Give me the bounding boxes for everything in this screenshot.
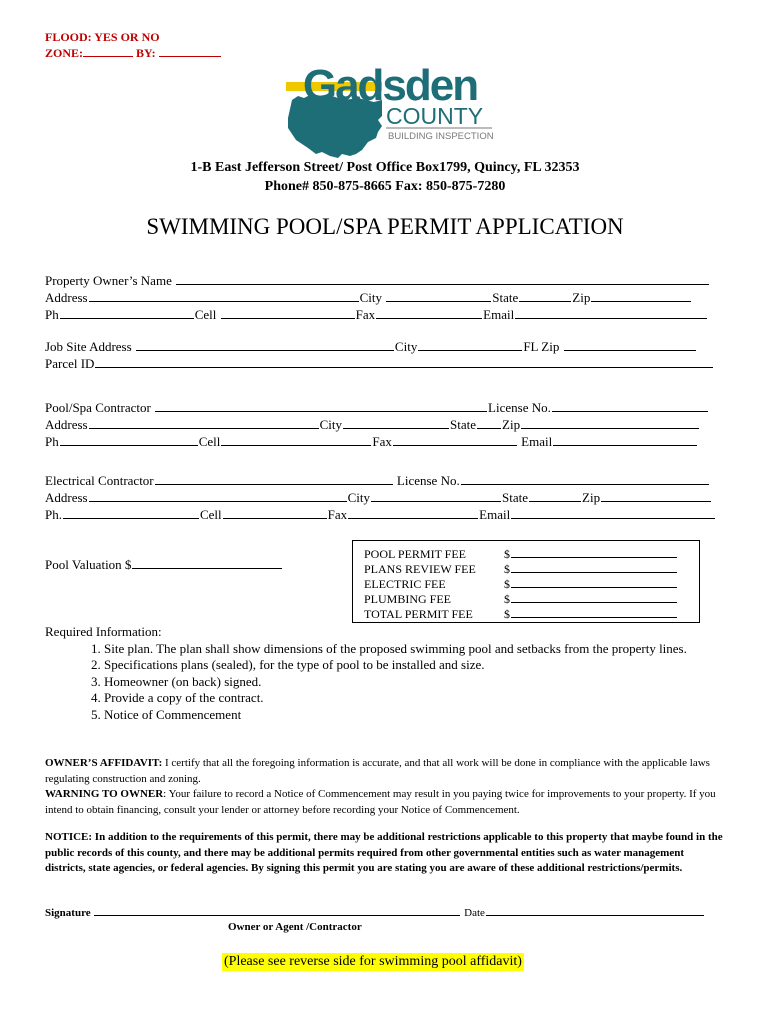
pool-state-label: State bbox=[450, 417, 477, 432]
gadsden-county-logo bbox=[282, 58, 497, 166]
electrical-license-field[interactable] bbox=[461, 472, 709, 485]
owner-address-row bbox=[45, 289, 692, 306]
fee-label: TOTAL PERMIT FEE bbox=[364, 607, 473, 621]
signature-row bbox=[45, 905, 705, 919]
electrical-zip-label: Zip bbox=[582, 490, 601, 505]
electrical-address-row bbox=[45, 489, 712, 506]
owner-contact-row bbox=[45, 306, 708, 323]
date-label: Date bbox=[464, 907, 485, 919]
fee-label: ELECTRIC FEE bbox=[364, 577, 446, 591]
electrical-state-label: State bbox=[502, 490, 529, 505]
pool-zip-label: Zip bbox=[502, 417, 521, 432]
pool-city-field[interactable] bbox=[343, 416, 449, 429]
page-title: SWIMMING POOL/SPA PERMIT APPLICATION bbox=[146, 214, 624, 239]
owner-name-row bbox=[45, 272, 710, 289]
electrical-ph-label: Ph. bbox=[45, 507, 62, 522]
fee-field[interactable] bbox=[511, 605, 677, 618]
electrical-fax-label: Fax bbox=[327, 507, 348, 522]
pool-cell-label: Cell bbox=[198, 434, 221, 449]
owner-city-label: City bbox=[359, 290, 383, 305]
warning-label: WARNING TO OWNER bbox=[45, 788, 164, 800]
pool-valuation-row bbox=[45, 556, 283, 573]
pool-state-field[interactable] bbox=[477, 416, 501, 429]
electrical-fax-field[interactable] bbox=[348, 506, 478, 519]
job-city-label: City bbox=[394, 339, 418, 354]
electrical-address-label: Address bbox=[45, 490, 88, 505]
owner-address-label: Address bbox=[45, 290, 88, 305]
electrical-contact-row bbox=[45, 506, 716, 523]
required-item: 3. Homeowner (on back) signed. bbox=[104, 674, 744, 691]
by-label: BY: bbox=[136, 46, 156, 60]
date-field[interactable] bbox=[486, 905, 704, 916]
owner-name-label: Property Owner’s Name bbox=[45, 273, 172, 288]
pool-valuation-label: Pool Valuation $ bbox=[45, 557, 132, 572]
owner-address-field[interactable] bbox=[89, 289, 359, 302]
fee-currency: $ bbox=[504, 562, 510, 576]
electrical-license-label: License No. bbox=[396, 473, 460, 488]
pool-address-row bbox=[45, 416, 700, 433]
electrical-email-field[interactable] bbox=[511, 506, 715, 519]
electrical-ph-field[interactable] bbox=[63, 506, 199, 519]
owner-ph-label: Ph bbox=[45, 307, 59, 322]
fee-field[interactable] bbox=[511, 575, 677, 588]
electrical-state-field[interactable] bbox=[529, 489, 581, 502]
pool-ph-label: Ph bbox=[45, 434, 59, 449]
electrical-cell-label: Cell bbox=[199, 507, 222, 522]
fee-label: PLANS REVIEW FEE bbox=[364, 562, 476, 576]
pool-contact-row bbox=[45, 433, 698, 450]
flood-zone-block bbox=[45, 30, 221, 61]
fee-row bbox=[364, 605, 678, 622]
pool-fax-label: Fax bbox=[372, 434, 392, 449]
reverse-side-note: (Please see reverse side for swimming pool affidavit) bbox=[224, 954, 522, 969]
owner-cell-label: Cell bbox=[194, 307, 217, 322]
fee-field[interactable] bbox=[511, 545, 677, 558]
pool-cell-field[interactable] bbox=[221, 433, 371, 446]
job-site-row bbox=[45, 338, 697, 355]
required-list bbox=[45, 641, 744, 724]
fee-currency: $ bbox=[504, 592, 510, 606]
job-site-label: Job Site Address bbox=[45, 339, 132, 354]
pool-license-field[interactable] bbox=[552, 399, 708, 412]
pool-address-label: Address bbox=[45, 417, 88, 432]
owner-state-field[interactable] bbox=[519, 289, 571, 302]
owner-city-field[interactable] bbox=[386, 289, 491, 302]
fee-label: PLUMBING FEE bbox=[364, 592, 452, 606]
pool-contractor-label: Pool/Spa Contractor bbox=[45, 400, 151, 415]
required-heading: Required Information: bbox=[45, 624, 162, 639]
required-item: 4. Provide a copy of the contract. bbox=[104, 690, 744, 707]
owner-state-label: State bbox=[492, 290, 519, 305]
parcel-field[interactable] bbox=[95, 355, 713, 368]
job-zip-label: FL Zip bbox=[523, 339, 560, 354]
pool-address-field[interactable] bbox=[89, 416, 319, 429]
office-address: 1-B East Jefferson Street/ Post Office Box1799, Quincy, FL 32353 bbox=[190, 160, 580, 175]
zone-blank[interactable] bbox=[83, 45, 133, 57]
fee-field[interactable] bbox=[511, 560, 677, 573]
by-blank[interactable] bbox=[159, 45, 221, 57]
electrical-contractor-label: Electrical Contractor bbox=[45, 473, 154, 488]
pool-email-field[interactable] bbox=[553, 433, 697, 446]
electrical-email-label: Email bbox=[479, 507, 511, 522]
required-item: 1. Site plan. The plan shall show dimensions of the proposed swimming pool and setbacks from the property lines. bbox=[104, 641, 744, 658]
fee-currency: $ bbox=[504, 577, 510, 591]
electrical-city-label: City bbox=[347, 490, 371, 505]
fee-field[interactable] bbox=[511, 590, 677, 603]
zone-by-line bbox=[45, 45, 221, 61]
parcel-label: Parcel ID bbox=[45, 356, 95, 371]
logo-dept: BUILDING INSPECTION bbox=[388, 131, 494, 142]
electrical-city-field[interactable] bbox=[371, 489, 501, 502]
pool-license-label: License No. bbox=[488, 400, 551, 415]
pool-email-label: Email bbox=[521, 434, 553, 449]
electrical-cell-field[interactable] bbox=[223, 506, 327, 519]
required-info bbox=[45, 624, 744, 723]
job-site-field[interactable] bbox=[136, 338, 394, 351]
owner-fax-field[interactable] bbox=[376, 306, 482, 319]
owner-cell-field[interactable] bbox=[221, 306, 355, 319]
pool-contractor-row bbox=[45, 399, 709, 416]
notice-paragraph: NOTICE: In addition to the requirements of this permit, there may be additional restrictions applicable to this property that maybe found in the public records of this county, and there may be additional permits required from other governmental entities such as water management districts, state agencies, or federal agencies. By signing this permit you are stating you are aware of these additional restrictions/permits. bbox=[45, 831, 723, 874]
flood-yes-no: FLOOD: YES OR NO bbox=[45, 30, 160, 44]
pool-fax-field[interactable] bbox=[393, 433, 517, 446]
owner-ph-field[interactable] bbox=[60, 306, 194, 319]
electrical-address-field[interactable] bbox=[89, 489, 347, 502]
affidavit-text: I certify that all the foregoing information is accurate, and that all work will be done in compliance with the applicable laws regulating construction and zoning. bbox=[45, 757, 710, 785]
signature-field[interactable] bbox=[94, 905, 460, 916]
job-city-field[interactable] bbox=[418, 338, 522, 351]
pool-city-label: City bbox=[319, 417, 343, 432]
required-item: 2. Specifications plans (sealed), for the type of pool to be installed and size. bbox=[104, 657, 744, 674]
pool-valuation-field[interactable] bbox=[132, 556, 282, 569]
electrical-contractor-row bbox=[45, 472, 710, 489]
pool-zip-field[interactable] bbox=[521, 416, 699, 429]
owner-affidavit bbox=[45, 756, 725, 818]
owner-name-field[interactable] bbox=[176, 272, 709, 285]
owner-email-label: Email bbox=[483, 307, 515, 322]
office-phone: Phone# 850-875-8665 Fax: 850-875-7280 bbox=[264, 179, 506, 194]
owner-email-field[interactable] bbox=[515, 306, 707, 319]
owner-zip-label: Zip bbox=[572, 290, 591, 305]
parcel-row bbox=[45, 355, 714, 372]
required-item: 5. Notice of Commencement bbox=[104, 707, 744, 724]
logo-wordmark: Gadsden bbox=[302, 61, 478, 110]
signature-sublabel: Owner or Agent /Contractor bbox=[228, 921, 362, 933]
electrical-contractor-field[interactable] bbox=[155, 472, 393, 485]
warning-text: : Your failure to record a Notice of Commencement may result in you paying twice for improvements to your property. If you intend to obtain financing, consult your lender or attorney before recording your Notice of Commencement. bbox=[45, 788, 716, 816]
electrical-zip-field[interactable] bbox=[601, 489, 711, 502]
pool-contractor-field[interactable] bbox=[155, 399, 487, 412]
fee-currency: $ bbox=[504, 607, 510, 621]
fee-label: POOL PERMIT FEE bbox=[364, 547, 467, 561]
signature-label: Signature bbox=[45, 907, 91, 919]
fee-box bbox=[352, 540, 700, 623]
pool-ph-field[interactable] bbox=[60, 433, 198, 446]
fee-currency: $ bbox=[504, 547, 510, 561]
owner-fax-label: Fax bbox=[355, 307, 376, 322]
affidavit-label: OWNER’S AFFIDAVIT: bbox=[45, 757, 163, 769]
logo-county: COUNTY bbox=[386, 103, 484, 129]
zone-label: ZONE: bbox=[45, 46, 84, 60]
job-zip-field[interactable] bbox=[564, 338, 696, 351]
owner-zip-field[interactable] bbox=[591, 289, 691, 302]
